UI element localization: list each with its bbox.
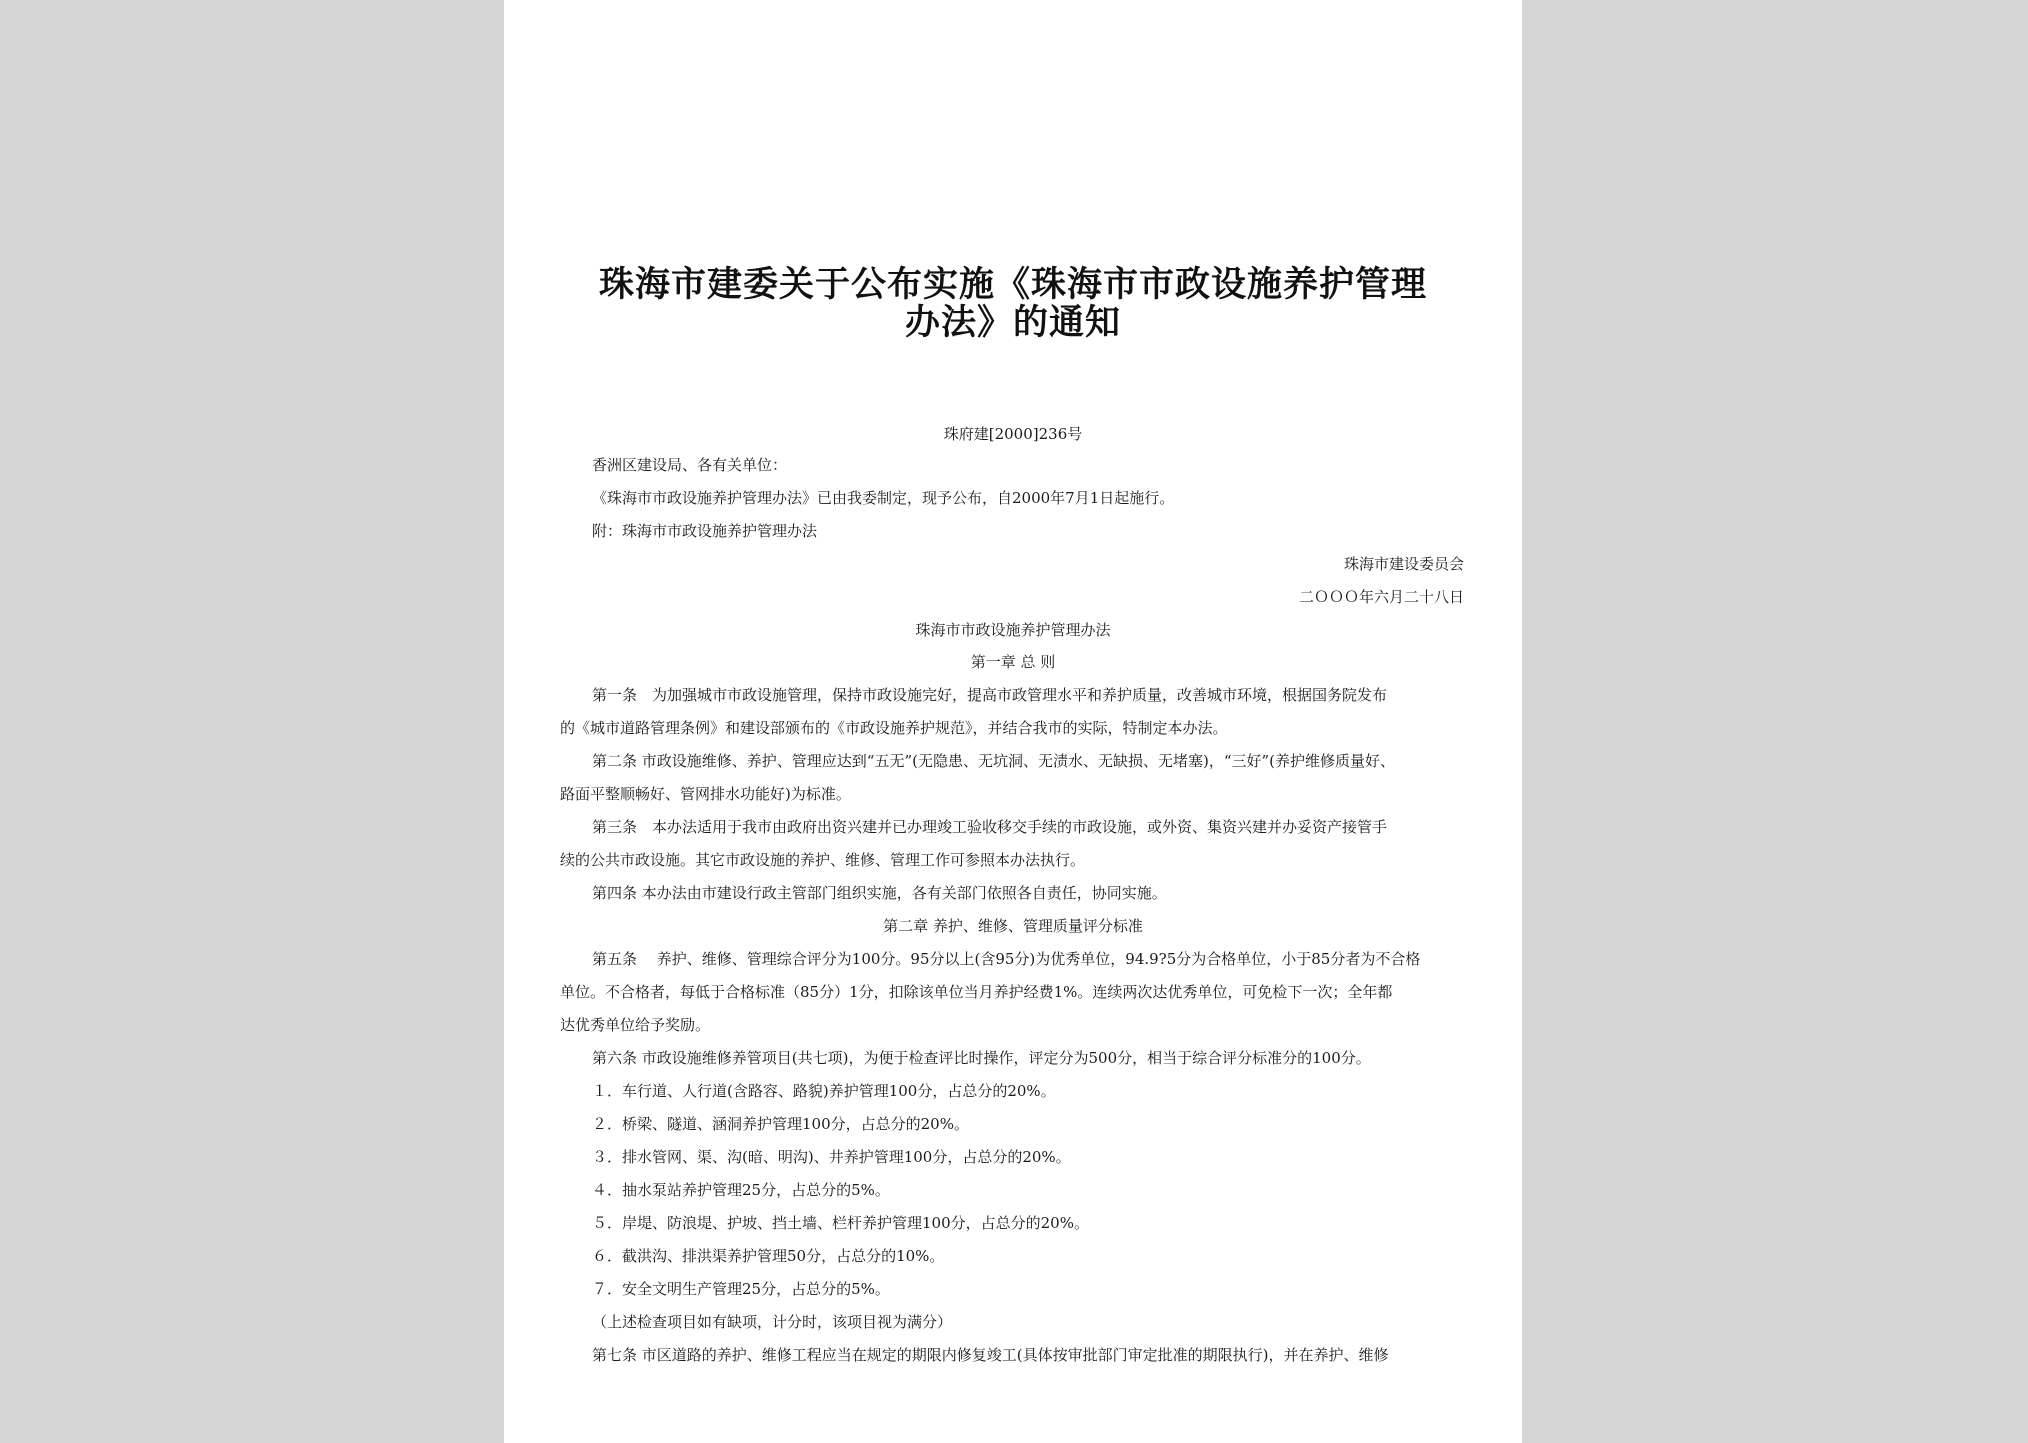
list-item: ６．截洪沟、排洪渠养护管理50分，占总分的10%。: [592, 1247, 945, 1265]
attachment-line: 附：珠海市市政设施养护管理办法: [592, 522, 818, 540]
article-5-line2: 单位。不合格者，每低于合格标准（85分）1分，扣除该单位当月养护经费1%。连续两次达优秀单位，可免检下一次；全年都: [560, 983, 1393, 1001]
document-title-line1: 珠海市建委关于公布实施《珠海市市政设施养护管理: [598, 265, 1427, 305]
list-item: １．车行道、人行道(含路容、路貌)养护管理100分，占总分的20%。: [592, 1082, 1056, 1100]
document-page: [504, 0, 1522, 1443]
article-4: 第四条 本办法由市建设行政主管部门组织实施，各有关部门依照各自责任，协同实施。: [592, 884, 1167, 902]
chapter-1-heading: 第一章 总 则: [970, 653, 1056, 671]
signature-date: 二ＯＯＯ年六月二十八日: [1298, 588, 1464, 606]
list-item: ５．岸堤、防浪堤、护坡、挡土墙、栏杆养护管理100分，占总分的20%。: [592, 1214, 1089, 1232]
article-7-line1: 第七条 市区道路的养护、维修工程应当在规定的期限内修复竣工(具体按审批部门审定批准的期限执行)，并在养护、维修: [592, 1346, 1389, 1364]
document-title-line2: 办法》的通知: [904, 303, 1121, 343]
article-1-line2: 的《城市道路管理条例》和建设部颁布的《市政设施养护规范》，并结合我市的实际，特制定本办法。: [560, 719, 1228, 737]
chapter-2-heading: 第二章 养护、维修、管理质量评分标准: [883, 917, 1143, 935]
article-5-line3: 达优秀单位给予奖励。: [560, 1016, 711, 1034]
article-2-line1: 第二条 市政设施维修、养护、管理应达到“五无”(无隐患、无坑洞、无渍水、无缺损、无堵塞)，“三好”(养护维修质量好、: [592, 752, 1396, 770]
notice-text: 《珠海市市政设施养护管理办法》已由我委制定，现予公布，自2000年7月1日起施行。: [592, 489, 1175, 507]
article-2-line2: 路面平整顺畅好、管网排水功能好)为标准。: [560, 785, 851, 803]
article-3-line1: 第三条 本办法适用于我市由政府出资兴建并已办理竣工验收移交手续的市政设施，或外资、集资兴建并办妥资产接管手: [592, 818, 1388, 836]
article-5-line1: 第五条 养护、维修、管理综合评分为100分。95分以上(含95分)为优秀单位，94.9?5分为合格单位，小于85分者为不合格: [592, 950, 1421, 968]
list-item: ７．安全文明生产管理25分，占总分的5%。: [592, 1280, 890, 1298]
article-1-line1: 第一条 为加强城市市政设施管理，保持市政设施完好，提高市政管理水平和养护质量，改善城市环境，根据国务院发布: [592, 686, 1388, 704]
list-item: ４．抽水泵站养护管理25分，占总分的5%。: [592, 1181, 890, 1199]
measures-title: 珠海市市政设施养护管理办法: [915, 621, 1111, 639]
list-item: ２．桥梁、隧道、涵洞养护管理100分，占总分的20%。: [592, 1115, 969, 1133]
list-item: ３．排水管网、渠、沟(暗、明沟)、井养护管理100分，占总分的20%。: [592, 1148, 1071, 1166]
items-note: （上述检查项目如有缺项，计分时，该项目视为满分）: [592, 1313, 953, 1331]
signature-org: 珠海市建设委员会: [1343, 555, 1464, 573]
doc-number: 珠府建[2000]236号: [943, 425, 1083, 443]
article-6: 第六条 市政设施维修养管项目(共七项)，为便于检查评比时操作，评定分为500分，相当于综合评分标准分的100分。: [592, 1049, 1371, 1067]
article-3-line2: 续的公共市政设施。其它市政设施的养护、维修、管理工作可参照本办法执行。: [560, 851, 1086, 869]
addressee: 香洲区建设局、各有关单位：: [592, 456, 788, 474]
